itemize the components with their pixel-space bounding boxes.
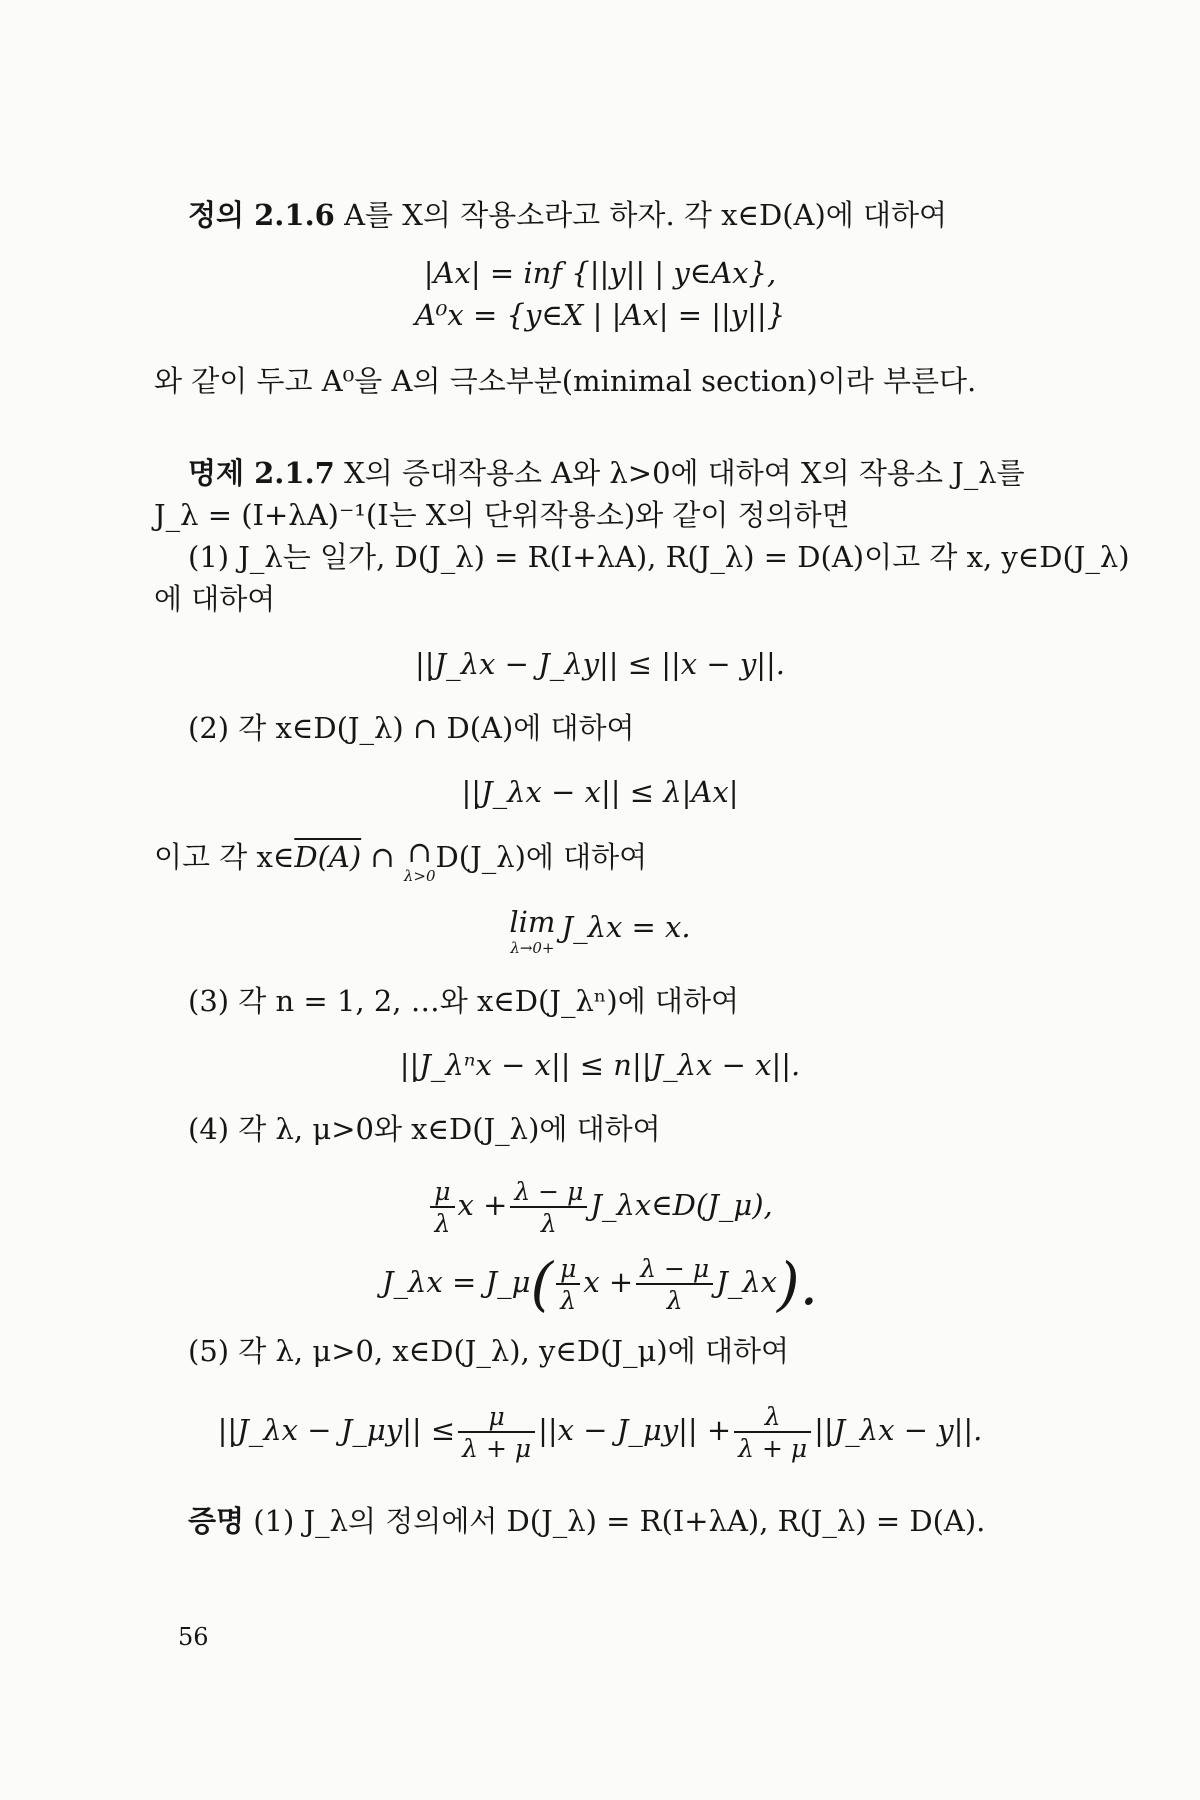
item-1-equation: ||J_λx − J_λy|| ≤ ||x − y||.: [414, 647, 786, 681]
fraction: [430, 1176, 454, 1238]
equation-term: ||J_λx − y||.: [814, 1413, 983, 1447]
fraction: [636, 1253, 713, 1315]
fraction: [556, 1253, 580, 1315]
fraction-numerator: λ − μ: [636, 1256, 713, 1285]
definition-line: [188, 196, 947, 234]
item-1-text: (1) J_λ는 일가, D(J_λ) = R(I+λA), R(J_λ) = D(A)이고 각 x, y∈D(J_λ): [188, 540, 1130, 574]
proposition-text-2: J_λ = (I+λA)⁻¹(I는 X의 단위작용소)와 같이 정의하면: [154, 498, 850, 532]
limit-equation: [0, 905, 1200, 957]
fraction: [510, 1176, 587, 1238]
fraction-denominator: λ: [666, 1285, 683, 1315]
item-4-equation-a: [0, 1170, 1200, 1240]
proposition-text-1: X의 증대작용소 A와 λ>0에 대하여 X의 작용소 J_λ를: [344, 456, 1025, 490]
definition-equation-2: A⁰x = {y∈X | |Ax| = ||y||}: [414, 298, 786, 332]
fraction-denominator: λ: [540, 1208, 557, 1238]
proof-label: 증명: [188, 1504, 245, 1538]
item-1-continuation: 에 대하여: [154, 582, 276, 616]
item-2-continuation: [154, 835, 648, 885]
proposition-label: 명제 2.1.7: [188, 456, 335, 490]
closure-of-domain: D(A): [294, 840, 362, 874]
proof-line: [188, 1502, 985, 1540]
fraction-denominator: λ: [560, 1285, 577, 1315]
item-3-equation: ||J_λⁿx − x|| ≤ n||J_λx − x||.: [399, 1048, 801, 1082]
fraction: [734, 1401, 811, 1463]
item-5-text: (5) 각 λ, μ>0, x∈D(J_λ), y∈D(J_μ)에 대하여: [188, 1334, 789, 1368]
equation-term: ||J_λx − J_μy|| ≤: [217, 1413, 456, 1447]
equation-term: ||x − J_μy|| +: [538, 1413, 732, 1447]
equation-term: J_λx = J_μ: [381, 1265, 531, 1299]
right-paren: ).: [777, 1250, 819, 1318]
item-2b-prefix: 이고 각 x∈: [154, 840, 295, 874]
proposition-line: [188, 454, 1025, 492]
item-3-text: (3) 각 n = 1, 2, …와 x∈D(J_λⁿ)에 대하여: [188, 984, 739, 1018]
item-2-equation: ||J_λx − x|| ≤ λ|Ax|: [461, 775, 739, 809]
equation-term: x +: [583, 1265, 634, 1299]
fraction-numerator: λ: [734, 1404, 811, 1433]
fraction-numerator: μ: [458, 1404, 535, 1433]
page-number: 56: [178, 1623, 209, 1651]
fraction-numerator: λ − μ: [510, 1179, 587, 1208]
fraction-numerator: μ: [556, 1256, 580, 1285]
item-2-text: (2) 각 x∈D(J_λ) ∩ D(A)에 대하여: [188, 711, 635, 745]
item-2b-suffix: D(J_λ)에 대하여: [435, 840, 648, 874]
definition-conclusion: 와 같이 두고 A⁰을 A의 극소부분(minimal section)이라 부른다.: [154, 364, 977, 398]
fraction-denominator: λ: [434, 1208, 451, 1238]
left-paren: (: [530, 1250, 554, 1318]
limit-expression: J_λx = x.: [561, 910, 691, 944]
big-intersection: [403, 835, 436, 885]
fraction-denominator: λ + μ: [462, 1433, 532, 1463]
equation-term: J_λx: [716, 1265, 778, 1299]
big-intersection-symbol: ∩: [407, 835, 432, 869]
limit-subscript: λ→0+: [510, 939, 555, 957]
fraction: [458, 1401, 535, 1463]
definition-text: A를 X의 작용소라고 하자. 각 x∈D(A)에 대하여: [344, 198, 948, 232]
definition-equation-1: |Ax| = inf {||y|| | y∈Ax},: [423, 256, 777, 290]
definition-label: 정의 2.1.6: [188, 198, 335, 232]
item-4-equation-b: [0, 1247, 1200, 1317]
equation-term: x +: [457, 1188, 508, 1222]
item-5-equation: [0, 1395, 1200, 1465]
item-4-text: (4) 각 λ, μ>0와 x∈D(J_λ)에 대하여: [188, 1112, 661, 1146]
proof-text: (1) J_λ의 정의에서 D(J_λ) = R(I+λA), R(J_λ) = D(A).: [253, 1504, 986, 1538]
equation-term: J_λx∈D(J_μ),: [590, 1188, 773, 1222]
limit-operator: [509, 905, 556, 957]
fraction-denominator: λ + μ: [738, 1433, 808, 1463]
intersection-symbol: ∩: [361, 840, 404, 874]
big-intersection-subscript: λ>0: [403, 867, 436, 885]
limit-word: lim: [509, 905, 556, 939]
fraction-numerator: μ: [430, 1179, 454, 1208]
